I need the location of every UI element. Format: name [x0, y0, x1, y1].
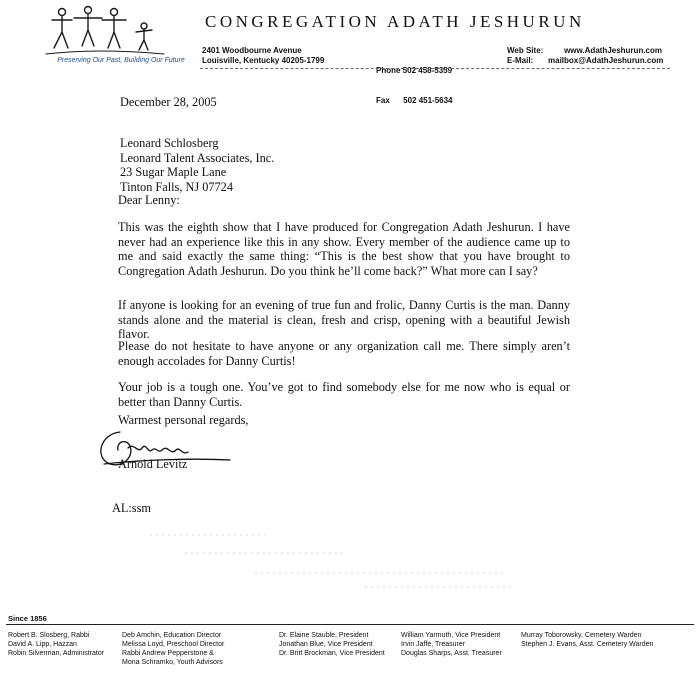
- footer-column-clergy: [8, 631, 104, 658]
- footer-line: Melissa Loyd, Preschool Director: [122, 641, 225, 648]
- footer-line: Irvin Jaffe, Treasurer: [401, 641, 466, 648]
- email-link[interactable]: mailbox@AdathJeshurun.com: [548, 56, 664, 65]
- organization-name: CONGREGATION ADATH JESHURUN: [205, 12, 585, 31]
- letterhead-web-labels: [507, 46, 543, 66]
- web-site-label: Web Site:: [507, 46, 544, 55]
- email-label: E-Mail:: [507, 56, 534, 65]
- address-line: Louisville, Kentucky 40205-1799: [202, 56, 325, 65]
- footer-line: David A. Lipp, Hazzan: [8, 641, 77, 648]
- footer-line: Robin Silverman, Administrator: [8, 650, 105, 657]
- since-year: Since 1856: [8, 614, 47, 623]
- letter-date: December 28, 2005: [120, 95, 217, 109]
- web-site-link[interactable]: www.AdathJeshurun.com: [564, 46, 662, 55]
- footer-line: Robert B. Slosberg, Rabbi: [8, 632, 90, 639]
- recipient-address: [120, 136, 274, 194]
- letter-paragraph: Please do not hesitate to have anyone or any organization call me. There simply aren’t enough accolades for Danny Curtis!: [118, 339, 570, 368]
- letterhead-web-values: [548, 46, 662, 66]
- signer-name: Arnold Levitz: [118, 457, 188, 471]
- footer-column-education: [122, 631, 224, 667]
- congregation-logo: [40, 4, 170, 60]
- footer-divider: [6, 624, 694, 625]
- recipient-line: Leonard Schlosberg: [120, 136, 219, 150]
- footer-column-cemetery: [521, 631, 653, 649]
- recipient-line: Tinton Falls, NJ 07724: [120, 179, 233, 194]
- footer-column-officers: [279, 631, 385, 658]
- faint-background-marks: [145, 525, 525, 595]
- letter-paragraph: Your job is a tough one. You’ve got to find somebody else for me now who is equal or better than Danny Curtis.: [118, 380, 570, 409]
- reference-initials: AL:ssm: [112, 501, 151, 515]
- letter-paragraph: This was the eighth show that I have produced for Congregation Adath Jeshurun. I have never had an experience like this in any show. Every member of the audience came up to me and said exactly the same thing: “This is the best show that you have brought to Congregation Adath Jeshurun. Do you think he’ll come back?” What more can I say?: [118, 220, 570, 278]
- phone-line: Phone 502 458-5359: [376, 66, 453, 75]
- letterhead-divider: [200, 68, 670, 69]
- recipient-line: 23 Sugar Maple Lane: [120, 165, 227, 179]
- footer-line: Jonathan Blue, Vice President: [279, 641, 373, 648]
- footer-line: Dr. Britt Brockman, Vice President: [279, 650, 385, 657]
- footer-line: Dr. Elaine Stauble, President: [279, 632, 369, 639]
- closing: Warmest personal regards,: [118, 413, 249, 427]
- letterhead-address: [202, 46, 324, 66]
- footer-column-treasury: [401, 631, 502, 658]
- salutation: Dear Lenny:: [118, 193, 180, 207]
- fax-line: Fax 502 451-5634: [376, 96, 453, 105]
- address-line: 2401 Woodbourne Avenue: [202, 46, 302, 55]
- footer-line: Murray Toborowsky, Cemetery Warden: [521, 632, 642, 639]
- letterhead-tagline: Preserving Our Past, Building Our Future: [57, 57, 185, 64]
- footer-line: Rabbi Andrew Pepperstone &: [122, 650, 214, 657]
- footer-line: Stephen J. Evans, Asst. Cemetery Warden: [521, 641, 654, 648]
- footer-line: William Yarmuth, Vice President: [401, 632, 501, 639]
- letter-paragraph: If anyone is looking for an evening of true fun and frolic, Danny Curtis is the man. Danny stands alone and the material is clean, fresh and crisp, opening with a beautiful Jewish flavor.: [118, 298, 570, 341]
- footer-line: Mona Schramko, Youth Advisors: [122, 659, 223, 666]
- footer-line: Douglas Sharps, Asst. Treasurer: [401, 650, 502, 657]
- letterhead-phone: [376, 46, 453, 116]
- footer-line: Deb Amchin, Education Director: [122, 632, 222, 639]
- recipient-line: Leonard Talent Associates, Inc.: [120, 150, 275, 165]
